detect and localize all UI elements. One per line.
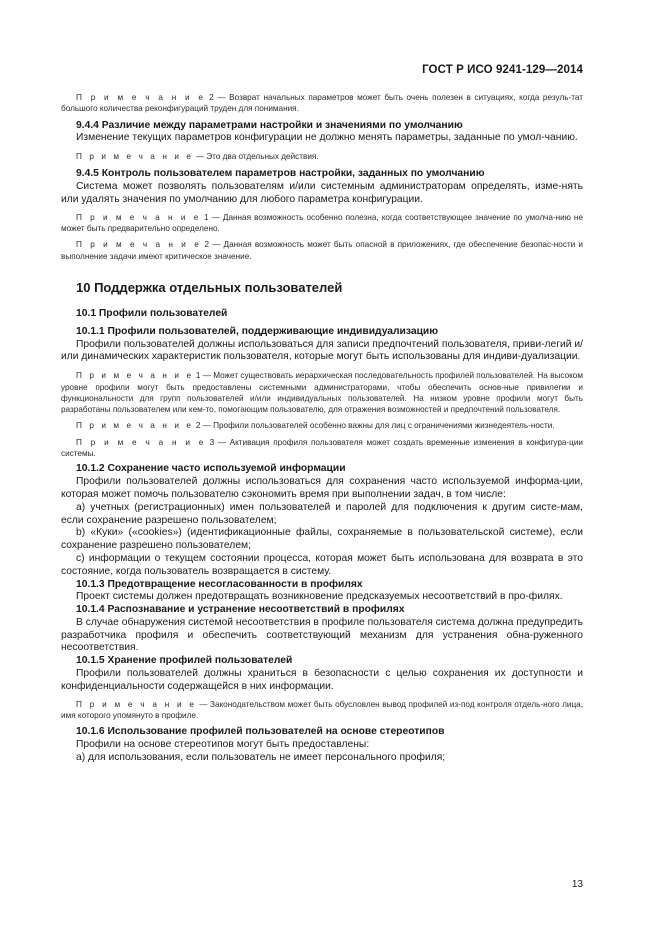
document-code-header: ГОСТ Р ИСО 9241-129—2014: [422, 64, 583, 76]
section-heading-10-1-2: 10.1.2 Сохранение часто используемой информации: [76, 463, 346, 475]
note-paragraph: П р и м е ч а н и е — Это два отдельных действия.: [76, 152, 319, 162]
body-paragraph: Профили пользователей должны храниться в безопасности с целью сохранения их доступности и конфиденциальности содержащейся в них информации.: [61, 668, 583, 692]
list-item: с) информации о текущем состоянии процесса, которая может быть использована для возврата в это состояние, когда пользователь возвращается в систему.: [61, 552, 583, 577]
chapter-heading-10: 10 Поддержка отдельных пользователей: [76, 280, 343, 296]
section-heading-10-1-4: 10.1.4 Распознавание и устранение несоответствий в профилях: [76, 604, 405, 616]
note-paragraph: П р и м е ч а н и е — Законодательством может быть обусловлен вывод профилей из-под контроля отдель-ного лица, имя которого упомянуто в профиле.: [61, 699, 584, 720]
body-paragraph: Система может позволять пользователям и/или системным администраторам определять, изме-нять или удалять значения по умолчанию для любого параметра конфигурации.: [61, 181, 583, 206]
note-label: П р и м е ч а н и е: [76, 93, 206, 102]
note-paragraph: П р и м е ч а н и е 1 — Может существовать иерархическая последовательность профилей пользователей. На высоком уровне профили могут быть предоставлены системными администраторами, чтобы обеспечить основ-ные привилегии и функциональности для групп пользователей и/или индивидуальных пользователей. На низком уровне профили могут быть разработаны пользователем или кем-то, помогающим пользователю, для отражения возможностей и предпочтений пользователя.: [61, 371, 583, 415]
note-paragraph: П р и м е ч а н и е 1 — Данная возможность особенно полезна, когда соответствующее значение по умолча-нию не может быть предварительно определено.: [61, 212, 583, 234]
section-heading-9-4-4: 9.4.4 Различие между параметрами настройки и значениями по умолчанию: [76, 119, 463, 131]
section-heading-10-1-1: 10.1.1 Профили пользователей, поддерживающие индивидуализацию: [76, 325, 439, 337]
page-number: 13: [571, 879, 583, 890]
note-paragraph: П р и м е ч а н и е 3 — Активация профиля пользователя может создать временные изменения в конфигура-ции системы.: [61, 437, 583, 459]
section-heading-9-4-5: 9.4.5 Контроль пользователем параметров настройки, заданных по умолчанию: [76, 168, 485, 180]
body-paragraph: Профили пользователей должны использоваться для записи предпочтений пользователя, приви-легий и/или динамических характеристик пользователя, которые могут быть использованы для индиви-дуализации.: [61, 338, 583, 363]
body-paragraph: В случае обнаружения системой несоответствия в профиле пользователя система должна предупредить разработчика профиля и обеспечить соответствующий механизм для устранения обна-руженного несоответствия.: [61, 616, 583, 654]
body-paragraph: Проект системы должен предотвращать возникновение предсказуемых несоответствий в про-филях.: [76, 591, 563, 603]
note-paragraph: П р и м е ч а н и е 2 — Профили пользователей особенно важны для лиц с ограничениями жизнедеятель-ности.: [76, 421, 555, 431]
body-paragraph: Изменение текущих параметров конфигурации не должно менять параметры, заданные по умол-чанию.: [76, 132, 578, 144]
list-item: b) «Куки» («cookies») (идентификационные файлы, сохраняемые в пользовательской системе), если сохранение разрешено пользователем;: [61, 527, 583, 552]
list-item: а) для использования, если пользователь не имеет персонального профиля;: [76, 751, 446, 763]
body-paragraph: Профили пользователей должны использоваться для сохранения часто используемой информа-ции, которая может помочь пользователю сэкономить время при выполнении задач, в том числе:: [61, 476, 583, 500]
section-heading-10-1-3: 10.1.3 Предотвращение несогласованности в профилях: [76, 578, 363, 590]
note-paragraph: П р и м е ч а н и е 2 — Данная возможность может быть опасной в приложениях, где обеспечение безопас-ности и выполнение задачи имеют критическое значение.: [61, 240, 583, 261]
body-paragraph: Профили на основе стереотипов могут быть предоставлены:: [76, 739, 370, 751]
note-paragraph: П р и м е ч а н и е 2 — Возврат начальных параметров может быть очень полезен в ситуациях, когда резуль-тат большого количества реконфигураций труден для понимания.: [61, 93, 583, 114]
list-item: а) учетных (регистрационных) имен пользователей и паролей для подключения к другим систе-мам, если сохранение разрешено пользователем;: [61, 501, 583, 526]
section-heading-10-1: 10.1 Профили пользователей: [76, 308, 228, 320]
page-content: [61, 92, 583, 765]
section-heading-10-1-6: 10.1.6 Использование профилей пользователей на основе стереотипов: [76, 726, 445, 738]
section-heading-10-1-5: 10.1.5 Хранение профилей пользователей: [76, 655, 293, 667]
